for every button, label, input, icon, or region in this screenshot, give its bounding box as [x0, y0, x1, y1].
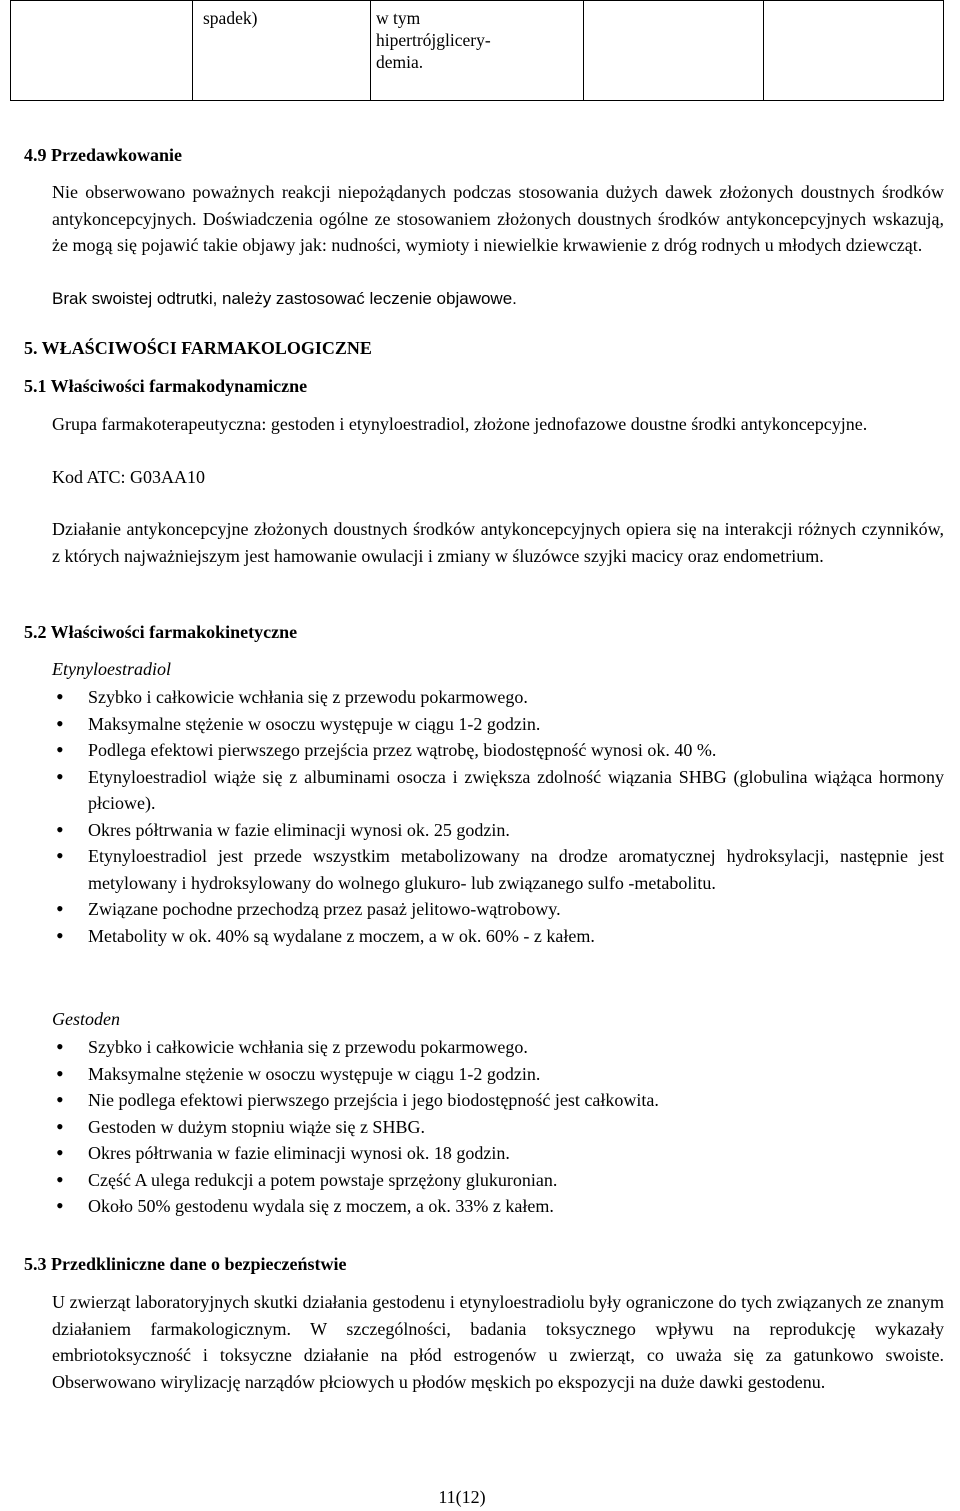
list-item: • Część A ulega redukcji a potem powstaje sprzężony glukuronian.	[52, 1167, 944, 1194]
table-cell-b-text	[371, 1, 583, 73]
list-item: • Etynyloestradiol jest przede wszystkim metabolizowany na drodze aromatycznej hydroksylacji, następnie jest metylowany i hydroksylowany do wolnego glukuro- lub związanego sulfo -metabolitu.	[52, 843, 944, 896]
overdose-paragraph: Nie obserwowano poważnych reakcji niepożądanych podczas stosowania dużych dawek złożonych doustnych środków antykoncepcyjnych. Doświadczenia ogólne ze stosowaniem złożonych doustnych środków antykoncepcyjnych wskazują, że mogą się pojawić takie objawy jak: nudności, wymioty i niewielkie krwawienie z dróg rodnych u młodych dziewcząt.	[52, 182, 944, 255]
table-cell-b-line: hipertrójglicery-	[376, 30, 491, 50]
table-cell-a-text: spadek)	[203, 8, 258, 28]
ee-pk-list	[52, 684, 944, 949]
table-cell-empty	[11, 1, 193, 101]
list-item: • Okres półtrwania w fazie eliminacji wynosi ok. 18 godzin.	[52, 1140, 944, 1167]
antidote-note: Brak swoistej odtrutki, należy zastosować leczenie objawowe.	[52, 289, 517, 308]
list-item: • Metabolity w ok. 40% są wydalane z moczem, a w ok. 60% - z kałem.	[52, 923, 944, 950]
list-item: • Szybko i całkowicie wchłania się z przewodu pokarmowego.	[52, 684, 944, 711]
list-item: • Maksymalne stężenie w osoczu występuje w ciągu 1-2 godzin.	[52, 1061, 944, 1088]
page-number: 11(12)	[438, 1487, 486, 1507]
list-item: • Okres półtrwania w fazie eliminacji wynosi ok. 25 godzin.	[52, 817, 944, 844]
list-item: • Związane pochodne przechodzą przez pasaż jelitowo-wątrobowy.	[52, 896, 944, 923]
table-cell-empty	[764, 1, 944, 101]
table-cell-b	[371, 1, 584, 101]
table-cell-empty	[584, 1, 764, 101]
pharmacotherapeutic-group: Grupa farmakoterapeutyczna: gestoden i etynyloestradiol, złożone jednofazowe doustne środki antykoncepcyjne.	[52, 414, 868, 434]
list-item: • Maksymalne stężenie w osoczu występuje w ciągu 1-2 godzin.	[52, 711, 944, 738]
section-heading-4-9: 4.9 Przedawkowanie	[24, 145, 182, 165]
atc-code: Kod ATC: G03AA10	[52, 467, 206, 487]
list-item: • Około 50% gestodenu wydala się z moczem, a ok. 33% z kałem.	[52, 1193, 944, 1220]
list-item: • Etynyloestradiol wiąże się z albuminami osocza i zwiększa zdolność wiązania SHBG (globulina wiążąca hormony płciowe).	[52, 764, 944, 817]
list-item: • Gestoden w dużym stopniu wiąże się z SHBG.	[52, 1114, 944, 1141]
section-heading-5: 5. WŁAŚCIWOŚCI FARMAKOLOGICZNE	[24, 338, 372, 358]
section-heading-5-1: 5.1 Właściwości farmakodynamiczne	[24, 376, 308, 396]
table-cell-a	[193, 1, 371, 101]
preclinical-paragraph: U zwierząt laboratoryjnych skutki działania gestodenu i etynyloestradiolu były ograniczone do tych związanych ze znanym działaniem farmakologicznym. W szczególności, badania toksycznego wpływu na reprodukcję wykazały embriotoksyczność i toksyczne działanie na płód estrogenów u zwierząt, co uważa się za gatunkowo swoiste. Obserwowano wirylizację narządów płciowych u płodów męskich po ekspozycji na duże dawki gestodenu.	[52, 1292, 944, 1392]
list-item: • Nie podlega efektowi pierwszego przejścia i jego biodostępność jest całkowita.	[52, 1087, 944, 1114]
subheading-etynyloestradiol: Etynyloestradiol	[52, 659, 171, 679]
adverse-effects-table-fragment	[10, 0, 944, 101]
table-cell-b-line: w tym	[376, 8, 421, 28]
mechanism-paragraph: Działanie antykoncepcyjne złożonych doustnych środków antykoncepcyjnych opiera się na interakcji różnych czynników, z których najważniejszym jest hamowanie owulacji i zmiany w śluzówce szyjki macicy oraz endometrium.	[52, 519, 944, 566]
table-cell-b-line: demia.	[376, 52, 424, 72]
list-item: • Szybko i całkowicie wchłania się z przewodu pokarmowego.	[52, 1034, 944, 1061]
section-heading-5-2: 5.2 Właściwości farmakokinetyczne	[24, 622, 298, 642]
list-item: • Podlega efektowi pierwszego przejścia przez wątrobę, biodostępność wynosi ok. 40 %.	[52, 737, 944, 764]
gestoden-pk-list	[52, 1034, 944, 1220]
section-heading-5-3: 5.3 Przedkliniczne dane o bezpieczeństwie	[24, 1254, 347, 1274]
subheading-gestoden: Gestoden	[52, 1009, 120, 1029]
